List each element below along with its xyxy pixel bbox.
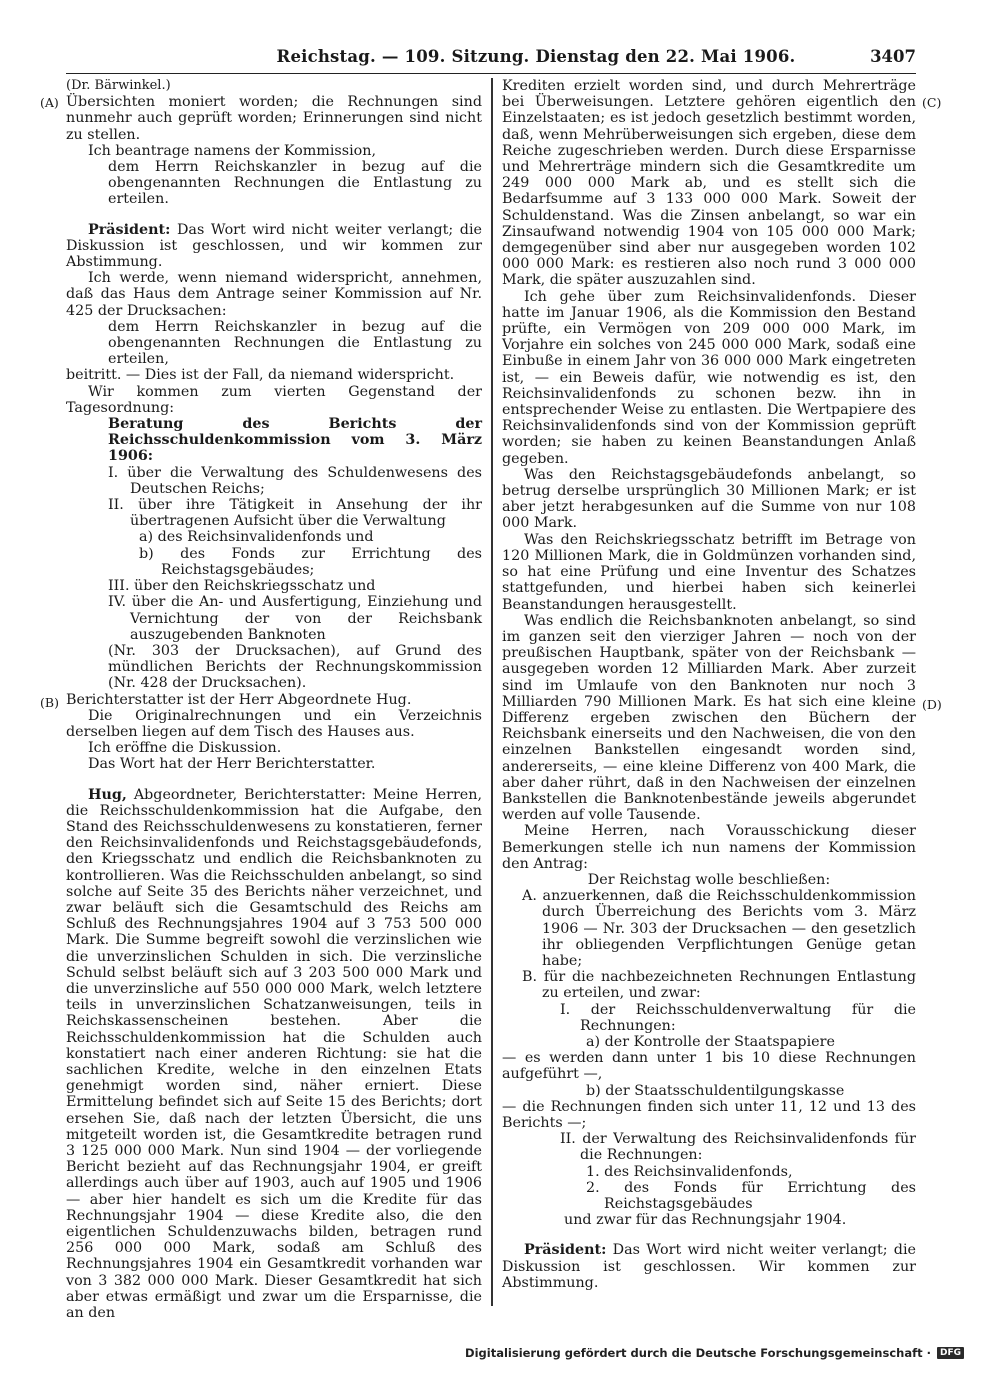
motion-note: — die Rechnungen finden sich unter 11, 12 und 13 des Berichts —; — [502, 1098, 916, 1131]
paragraph: Ich werde, wenn niemand widerspricht, annehmen, daß das Haus dem Antrage seiner Kommission auf Nr. 425 der Drucksachen: — [66, 270, 482, 319]
motion-text: dem Herrn Reichskanzler in bezug auf die obengenannten Rechnungen die Entlastung zu erteilen. — [108, 159, 482, 208]
paragraph: Was den Reichstagsgebäudefonds anbelangt, so betrug derselbe ursprünglich 30 Millionen Mark; er ist aber jetzt herabgesunken auf die Summe von nur 108 000 Mark. — [502, 466, 916, 532]
agenda-list-item: II. über ihre Tätigkeit in Ansehung der ihr übertragenen Aufsicht über die Verwaltung — [108, 497, 482, 530]
agenda-note: (Nr. 303 der Drucksachen), auf Grund des mündlichen Berichts der Rechnungskommission (Nr. 428 der Drucksachen). — [108, 642, 482, 692]
motion-text: dem Herrn Reichskanzler in bezug auf die obengenannten Rechnungen die Entlastung zu erteilen, — [108, 318, 482, 368]
agenda-list-item: IV. über die An- und Ausfertigung, Einziehung und Vernichtung der von der Reichsbank auszugebenden Banknoten — [108, 594, 482, 643]
paragraph: Krediten erzielt worden sind, und durch Mehrerträge bei Überweisungen. Letztere gehören eigentlich den Einzelstaaten; es ist jedoch gesetzlich bestimmt worden, daß, wenn Mehrüberweisungen sich ergeben, diese dem Reiche zugeschrieben werden. Durch diese Ersparnisse und Mehrerträge mindern sich die Gesamtkredite um 249 000 000 Mark ab, und es stellt sich die Bedarfsumme auf 3 133 000 000 Mark. Soweit der Schuldenstand. Was die Zinsen anbelangt, so war ein Zinsaufwand notwendig 1904 von 105 000 000 Mark; demgegenüber sind aber nur ausgegeben worden 102 000 000 Mark: es restieren also noch rund 3 000 000 Mark, die später auszuzahlen sind. — [502, 78, 916, 289]
speech-text: Abgeordneter, Berichterstatter: Meine Herren, die Reichsschuldenkommission hat die Aufgabe, den Stand des Reichsschuldenwesens zu konstatieren, ferner den Reichsinvalidenfonds und Reichstagsgebäudefonds, den Kriegsschatz und endlich die Reichsbanknoten zu kontrollieren. Was die Reichsschulden anbelangt, so sind solche auf Seite 35 des Berichts näher verzeichnet, und zwar beläuft sich die Gesamtschuld des Reichs am Schluß des Rechnungsjahres 1904 auf 3 753 500 000 Mark. Die Summe begreift sowohl die verzinslichen wie die unverzinslichen Schulden in sich. Die verzinsliche Schuld selbst beläuft sich auf 3 203 500 000 Mark und die unverzinsliche auf 550 000 000 Mark, welch letztere teils in unverzinslichen Schatzanweisungen, teils in Reichskassenscheinen bestehen. Aber die Reichsschuldenkommission hat die Schulden auch konstatiert nach einer anderen Richtung: sie hat die sachlichen Kredite, welche in den einzelnen Etats genehmigt worden sind, näher erniert. Diese Ermittelung befindet sich auf Seite 15 des Berichts; dort ersehen Sie, daß nach der letzten Übersicht, die uns mitgeteilt worden ist, die Gesamtkredite betragen rund 3 125 000 000 Mark. Nun sind 1904 — der vorliegende Bericht bezieht auf das Rechnungsjahr 1904, er greift allerdings auch über auf 1903, auch auf 1905 und 1906 — aber hier handelt es sich um die Kredite für das Rechnungsjahr 1904 — diese Kredite also, die den eigentlichen Schuldenzuwachs bilden, betragen rund 256 000 000 Mark, sodaß am Schluß des Rechnungsjahres 1904 ein Gesamtkredit vorhanden war von 3 382 000 000 Mark. Dieser Gesamtkredit hat sich aber etwas ermäßigt und zwar um die Ersparnisse, die an den — [66, 786, 482, 1322]
page-header — [66, 47, 916, 74]
speaker-name: Hug, — [88, 786, 127, 803]
motion-item: A. anzuerkennen, daß die Reichsschuldenkommission durch Überreichung des Berichts vom 3. März 1906 — Nr. 303 der Drucksachen — den gesetzlich ihr obliegenden Verpflichtungen Genüge getan habe; — [522, 888, 916, 969]
margin-marker-d: (D) — [922, 697, 942, 712]
motion-note: und zwar für das Rechnungsjahr 1904. — [564, 1212, 847, 1229]
paragraph: Berichterstatter ist der Herr Abgeordnete Hug. — [66, 691, 412, 708]
page-number: 3407 — [870, 47, 916, 66]
agenda-list-item: III. über den Reichskriegsschatz und — [108, 578, 376, 595]
agenda-sublist-item: a) des Reichsinvalidenfonds und — [139, 529, 374, 546]
agenda-sublist-item: b) des Fonds zur Errichtung des Reichstagsgebäudes; — [139, 545, 482, 578]
column-divider — [491, 78, 493, 1306]
paragraph: Die Originalrechnungen und ein Verzeichnis derselben liegen auf dem Tisch des Hauses aus. — [66, 707, 482, 740]
motion-item: B. für die nachbezeichneten Rechnungen Entlastung zu erteilen, und zwar: — [522, 969, 916, 1002]
motion-subsubitem: 1. des Reichsinvalidenfonds, — [586, 1163, 793, 1180]
margin-marker-a: (A) — [40, 95, 59, 110]
right-column — [502, 78, 916, 1291]
agenda-list-item: I. über die Verwaltung des Schuldenwesens des Deutschen Reichs; — [108, 464, 482, 497]
speaker-tag: (Dr. Bärwinkel.) — [66, 78, 171, 93]
footer-text: Digitalisierung gefördert durch die Deutsche Forschungsgemeinschaft · — [465, 1346, 931, 1360]
paragraph: Was den Reichskriegsschatz betrifft im Betrage von 120 Millionen Mark, die in Goldmünzen vorhanden sind, so hat eine Prüfung und eine Inventur des Schatzes stattgefunden, und hierbei haben sich keinerlei Beanstandungen herausgestellt. — [502, 531, 916, 613]
paragraph: Ich eröffne die Diskussion. — [88, 740, 282, 757]
paragraph: Ich beantrage namens der Kommission, — [88, 142, 377, 159]
footer-credit — [465, 1346, 964, 1360]
speaker-name: Präsident: — [524, 1242, 607, 1259]
paragraph: Das Wort hat der Herr Berichterstatter. — [88, 756, 376, 773]
motion-subitem: I. der Reichsschuldenverwaltung für die Rechnungen: — [560, 1001, 916, 1034]
paragraph: beitritt. — Dies ist der Fall, da niemand widerspricht. — [66, 367, 455, 384]
motion-subsubitem: b) der Staatsschuldentilgungskasse — [586, 1082, 845, 1099]
speaker-name: Präsident: — [88, 221, 171, 238]
motion-subsubitem: 2. des Fonds für Errichtung des Reichstagsgebäudes — [586, 1179, 916, 1213]
paragraph — [66, 787, 482, 1322]
paragraph — [66, 222, 482, 271]
paragraph: Ich gehe über zum Reichsinvalidenfonds. Dieser hatte im Januar 1906, als die Kommission den Bestand prüfte, ein Vermögen von 209 000 000 Mark, im Vorjahre ein solches von 245 000 000 Mark, sodaß eine Einbuße in einem Jahr von 36 000 000 Mark eingetreten ist, — ein Beweis dafür, wie notwendig es ist, den Reichsinvalidenfonds zu schonen bezw. ihn in entsprechender Weise zu entlasten. Die Wertpapiere des Reichsinvalidenfonds sind von der Kommission geprüft worden; sie haben zu keinen Beanstandungen Anlaß gegeben. — [502, 288, 916, 467]
margin-marker-b: (B) — [40, 695, 59, 710]
paragraph: Meine Herren, nach Vorausschickung dieser Bemerkungen stelle ich nun namens der Kommission den Antrag: — [502, 823, 916, 872]
speech-text: Das Wort wird nicht weiter verlangt; die Diskussion ist geschlossen, und wir kommen zur Abstimmung. — [66, 221, 482, 271]
dfg-logo: DFG — [937, 1347, 964, 1359]
speech-text: Das Wort wird nicht weiter verlangt; die Diskussion ist geschlossen. Wir kommen zur Abstimmung. — [502, 1242, 916, 1291]
motion-intro: Der Reichstag wolle beschließen: — [587, 871, 831, 888]
margin-marker-c: (C) — [922, 95, 942, 110]
left-column — [66, 78, 482, 1321]
motion-subitem: II. der Verwaltung des Reichsinvalidenfonds für die Rechnungen: — [560, 1131, 916, 1164]
paragraph — [502, 1242, 916, 1291]
paragraph: Was endlich die Reichsbanknoten anbelangt, so sind im ganzen seit den vierziger Jahren — noch von der preußischen Hauptbank, später von der Reichsbank — ausgegeben worden 12 Milliarden Mark. Aber zurzeit sind im Umlaufe von den Banknoten nur noch 3 Milliarden 790 Millionen Mark. Es hat sich eine kleine Differenz ergeben zwischen den Büchern der Reichsbank einerseits und den Nachweisen, die von den einzelnen Bankstellen eingesandt worden sind, andererseits, — eine kleine Differenz von 400 Mark, die aber daher rührt, daß in den Nachweisen der einzelnen Bankstellen die Banknotenbestände jeweils abgerundet werden auf volle Tausende. — [502, 612, 916, 824]
motion-subsubitem: a) der Kontrolle der Staatspapiere — [586, 1033, 835, 1050]
motion-note: — es werden dann unter 1 bis 10 diese Rechnungen aufgeführt —, — [502, 1050, 916, 1083]
header-title: Reichstag. — 109. Sitzung. Dienstag den 22. Mai 1906. — [276, 47, 796, 66]
agenda-item-title: Beratung des Berichts der Reichsschuldenkommission vom 3. März 1906: — [108, 416, 482, 465]
paragraph: Übersichten moniert worden; die Rechnungen sind nunmehr auch geprüft worden; Erinnerungen sind nicht zu stellen. — [66, 94, 482, 143]
paragraph: Wir kommen zum vierten Gegenstand der Tagesordnung: — [66, 383, 482, 416]
